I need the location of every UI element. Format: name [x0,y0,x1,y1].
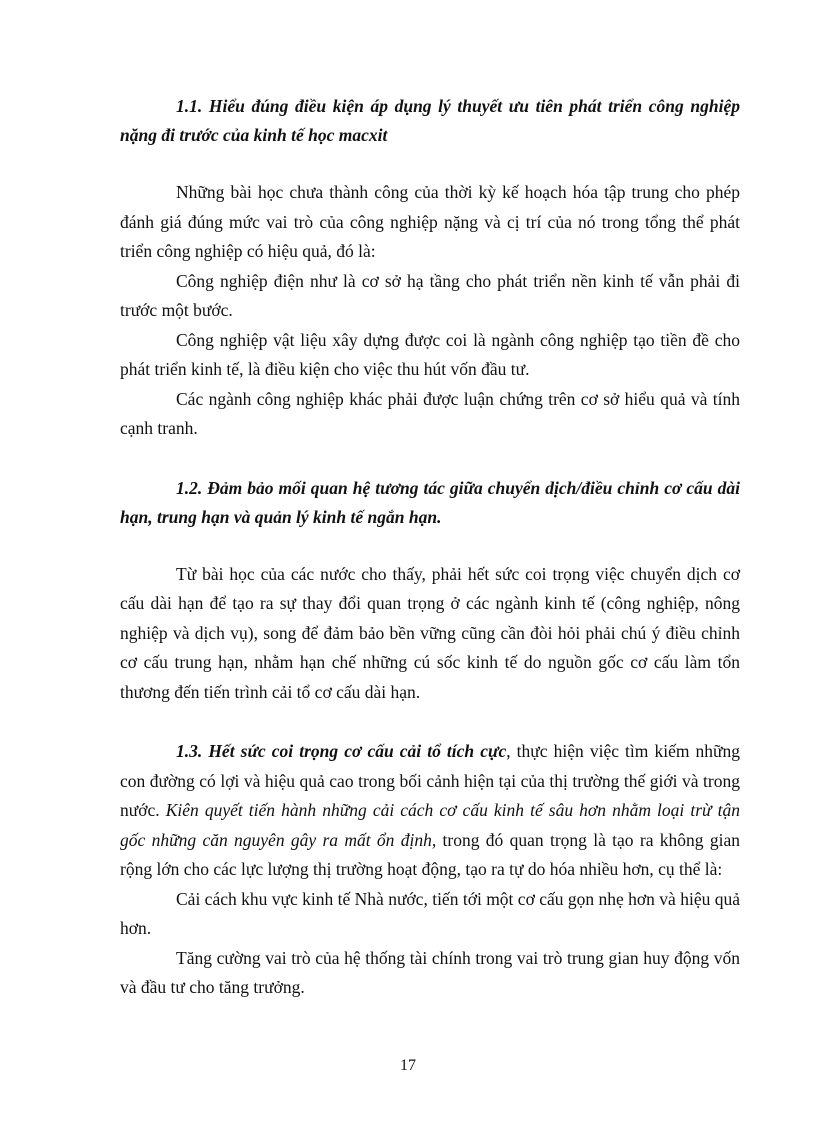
paragraph: Từ bài học của các nước cho thấy, phải hết sức coi trọng việc chuyển dịch cơ cấu dài hạn để tạo ra sự thay đổi quan trọng ở các ngành kinh tế (công nghiệp, nông nghiệp và dịch vụ), song để đảm bảo bền vững cũng cần đòi hỏi phải chú ý điều chỉnh cơ cấu trung hạn, nhằm hạn chế những cú sốc kinh tế do nguồn gốc cơ cấu làm tổn thương đến tiến trình cải tổ cơ cấu dài hạn. [120,563,740,702]
section-heading-1-2: 1.2. Đảm bảo mối quan hệ tương tác giữa chuyển dịch/điều chỉnh cơ cấu dài hạn, trung hạn và quản lý kinh tế ngắn hạn. [120,477,740,527]
paragraph-text: trong đó quan trọng là tạo ra không gian rộng lớn cho các lực lượng thị trường hoạt động, tạo ra tự do hóa nhiều hơn, cụ thể là: [120,829,740,879]
paragraph: Cải cách khu vực kinh tế Nhà nước, tiến tới một cơ cấu gọn nhẹ hơn và hiệu quả hơn. [120,888,740,938]
italic-emphasis: Kiên quyết tiến hành những cải cách cơ cấu kinh tế sâu hơn nhằm loại trừ tận gốc những căn nguyên gây ra mất ổn định, [120,800,741,850]
paragraph: Tăng cường vai trò của hệ thống tài chính trong vai trò trung gian huy động vốn và đầu tư cho tăng trưởng. [120,947,740,997]
paragraph: Công nghiệp điện như là cơ sở hạ tầng cho phát triển nền kinh tế vẫn phải đi trước một bước. [120,270,740,320]
paragraph: Công nghiệp vật liệu xây dựng được coi là ngành công nghiệp tạo tiền đề cho phát triển kinh tế, là điều kiện cho việc thu hút vốn đầu tư. [120,329,740,379]
section-heading-1-3: 1.3. Hết sức coi trọng cơ cấu cải tổ tích cực [176,741,507,761]
paragraph: Những bài học chưa thành công của thời kỳ kế hoạch hóa tập trung cho phép đánh giá đúng mức vai trò của công nghiệp nặng và cị trí của nó trong tổng thể phát triển công nghiệp có hiệu quả, đó là: [120,182,740,261]
section-1-3-lead-paragraph [120,737,740,885]
paragraph: Các ngành công nghiệp khác phải được luận chứng trên cơ sở hiểu quả và tính cạnh tranh. [120,388,740,438]
section-1-1-body [120,178,740,444]
section-1-3-body [120,737,740,1003]
page-content [120,92,740,1003]
section-1-2-body [120,560,740,708]
section-heading-1-1: 1.1. Hiểu đúng điều kiện áp dụng lý thuyết ưu tiên phát triển công nghiệp nặng đi trước của kinh tế học macxit [120,96,740,145]
paragraph-text: , thực hiện việc tìm kiếm những con đường có lợi và hiệu quả cao trong bối cảnh hiện tại của thị trường thế giới và trong nước. [120,741,741,820]
page-number: 17 [400,1057,416,1074]
